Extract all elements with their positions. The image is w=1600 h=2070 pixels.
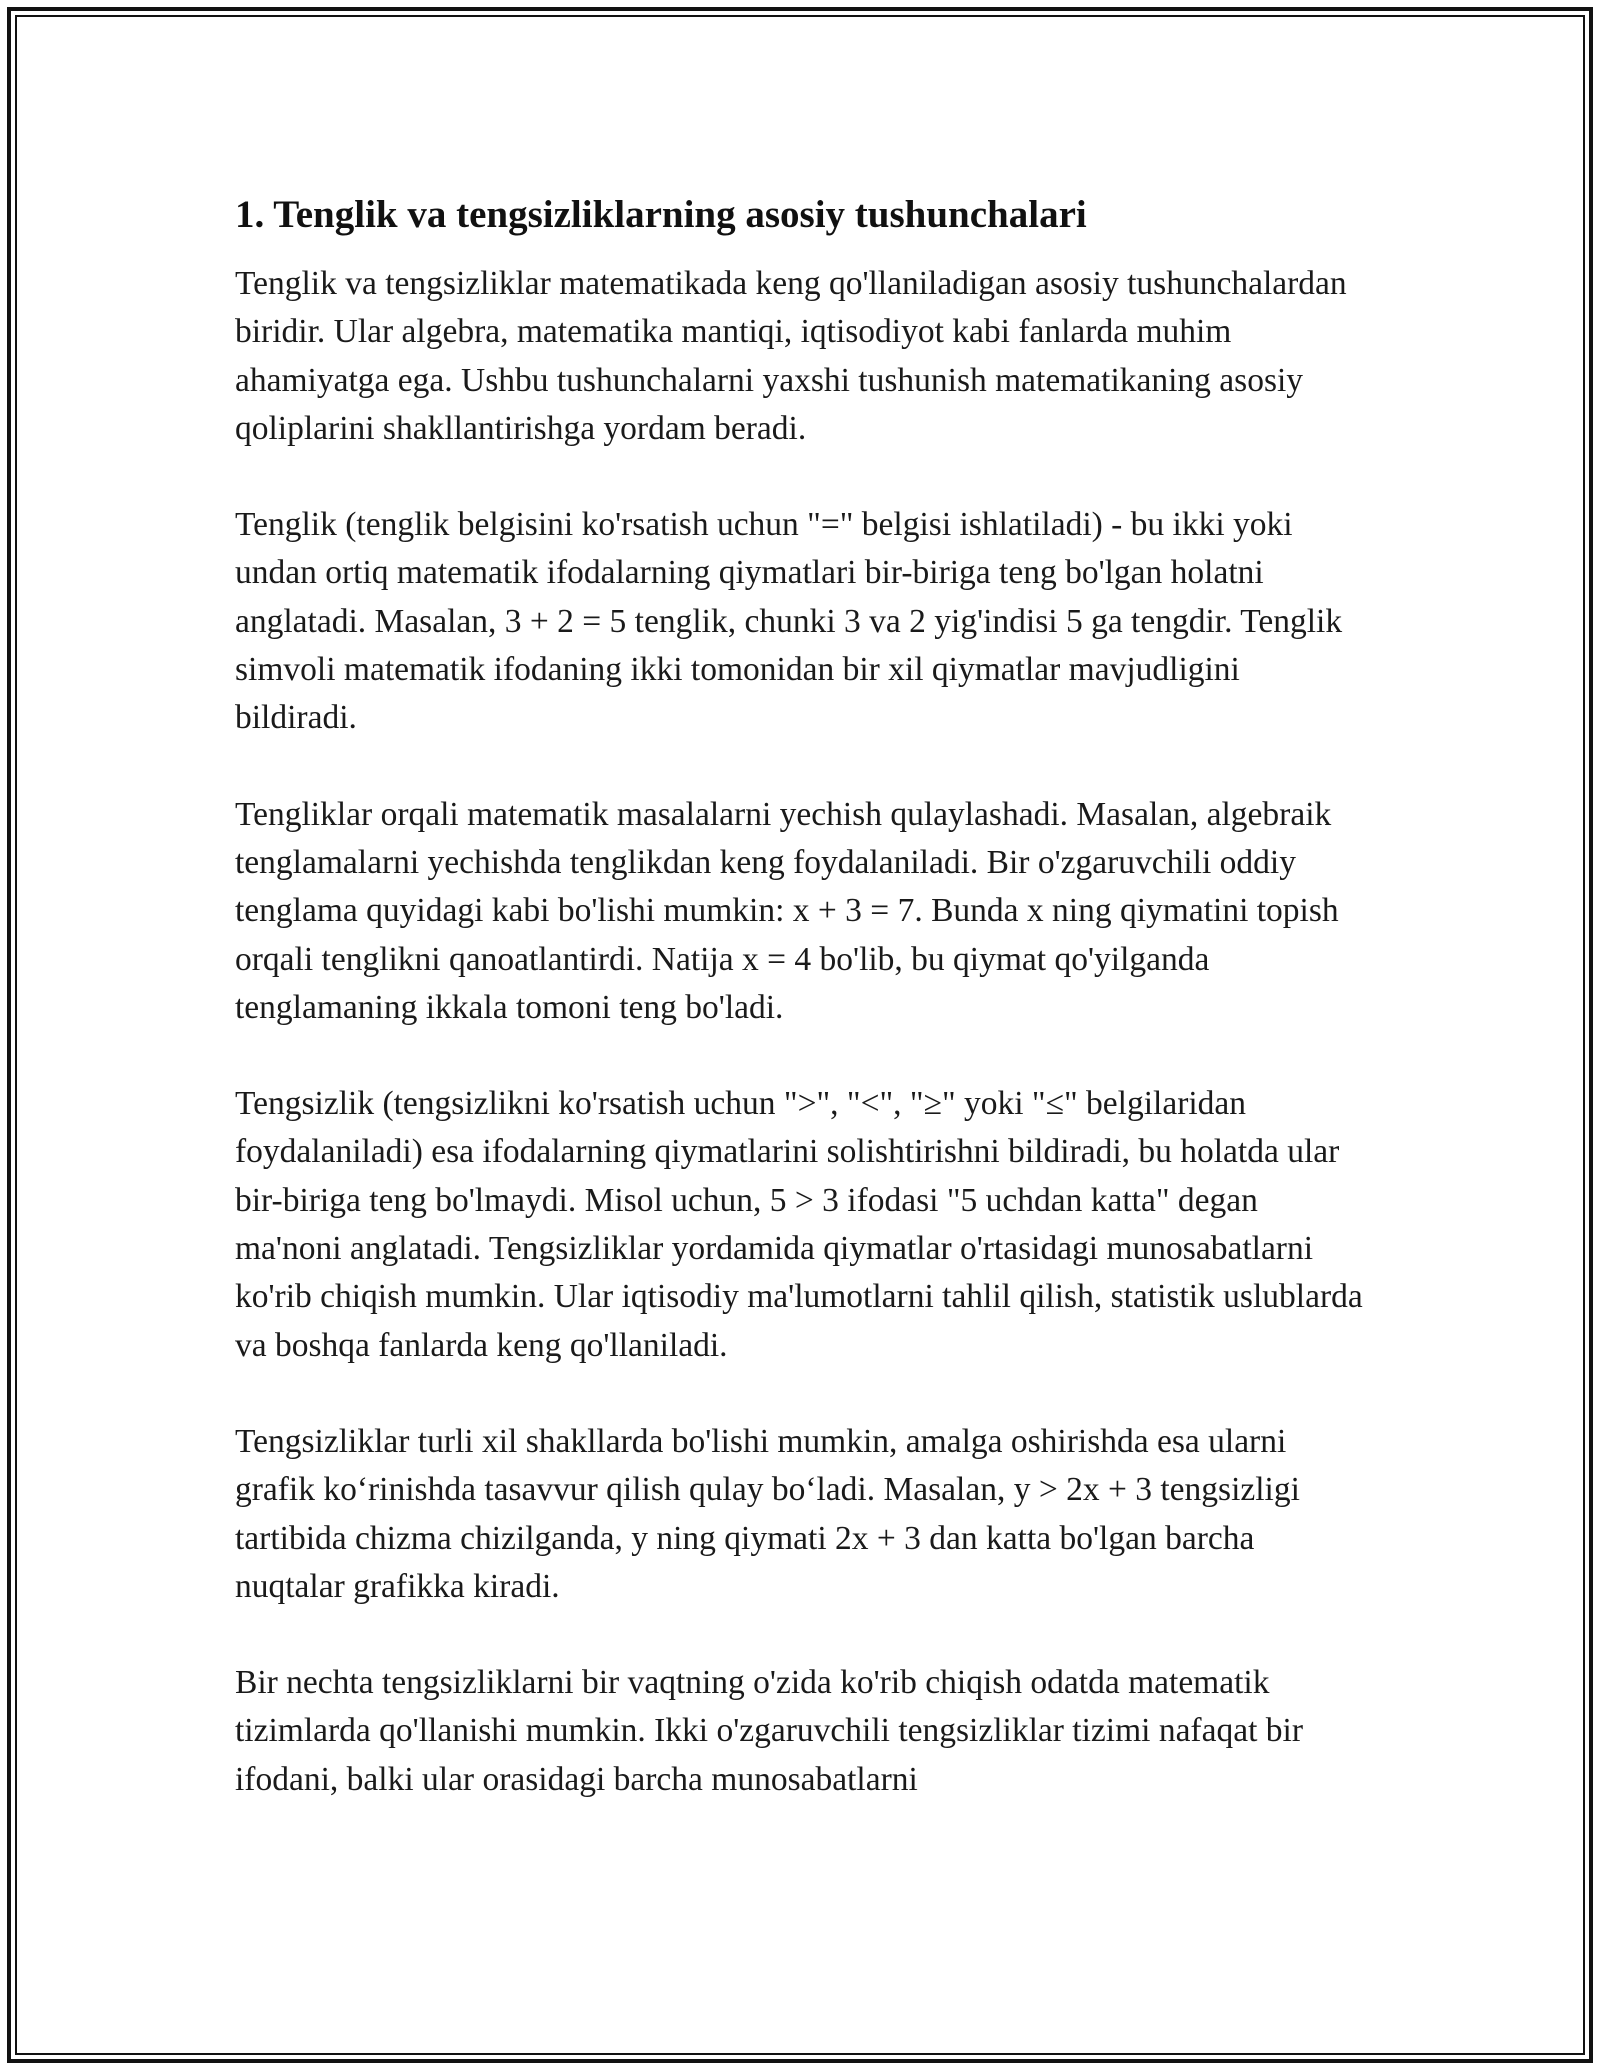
paragraph-inequality-systems: Bir nechta tengsizliklarni bir vaqtning o'zida ko'rib chiqish odatda matematik tizimlarda qo'llanishi mumkin. Ikki o'zgaruvchili tengsizliklar tizimi nafaqat bir ifodani, balki ular orasidagi barcha munosabatlarni [235, 1664, 1303, 1798]
paragraph-intro: Tenglik va tengsizliklar matematikada keng qo'llaniladigan asosiy tushunchalardan biridir. Ular algebra, matematika mantiqi, iqtisodiyot kabi fanlarda muhim ahamiyatga ega. Ushbu tushunchalarni yaxshi tushunish matematikaning asosiy qoliplarini shakllantirishga yordam beradi. [235, 265, 1347, 447]
document-body [235, 190, 1365, 1804]
section-heading: 1. Tenglik va tengsizliklarning asosiy tushunchalari [235, 193, 1087, 236]
paragraph-equation-solving: Tengliklar orqali matematik masalalarni yechish qulaylashadi. Masalan, algebraik tenglamalarni yechishda tenglikdan keng foydalaniladi. Bir o'zgaruvchili oddiy tenglama quyidagi kabi bo'lishi mumkin: x + 3 = 7. Bunda x ning qiymatini topish orqali tenglikni qanoatlantirdi. Natija x = 4 bo'lib, bu qiymat qo'yilganda tenglamaning ikkala tomoni teng bo'ladi. [235, 795, 1339, 1026]
paragraph-inequality-graphs: Tengsizliklar turli xil shakllarda bo'lishi mumkin, amalga oshirishda esa ularni grafik ko‘rinishda tasavvur qilish qulay bo‘ladi. Masalan, y > 2x + 3 tengsizligi tartibida chizma chizilganda, y ning qiymati 2x + 3 dan katta bo'lgan barcha nuqtalar grafikka kiradi. [235, 1422, 1300, 1605]
paragraph-inequality-definition: Tengsizlik (tengsizlikni ko'rsatish uchun ">", "<", "≥" yoki "≤" belgilaridan foydalaniladi) esa ifodalarning qiymatlarini solishtirishni bildiradi, bu holatda ular bir-biriga teng bo'lmaydi. Misol uchun, 5 > 3 ifodasi "5 uchdan katta" degan ma'noni anglatadi. Tengsizliklar yordamida qiymatlar o'rtasidagi munosabatlarni ko'rib chiqish mumkin. Ular iqtisodiy ma'lumotlarni tahlil qilish, statistik uslublarda va boshqa fanlarda keng qo'llaniladi. [235, 1085, 1363, 1364]
paragraph-equality-definition: Tenglik (tenglik belgisini ko'rsatish uchun "=" belgisi ishlatiladi) - bu ikki yoki undan ortiq matematik ifodalarning qiymatlari bir-biriga teng bo'lgan holatni anglatadi. Masalan, 3 + 2 = 5 tenglik, chunki 3 va 2 yig'indisi 5 ga tengdir. Tenglik simvoli matematik ifodaning ikki tomonidan bir xil qiymatlar mavjudligini bildiradi. [235, 506, 1343, 737]
